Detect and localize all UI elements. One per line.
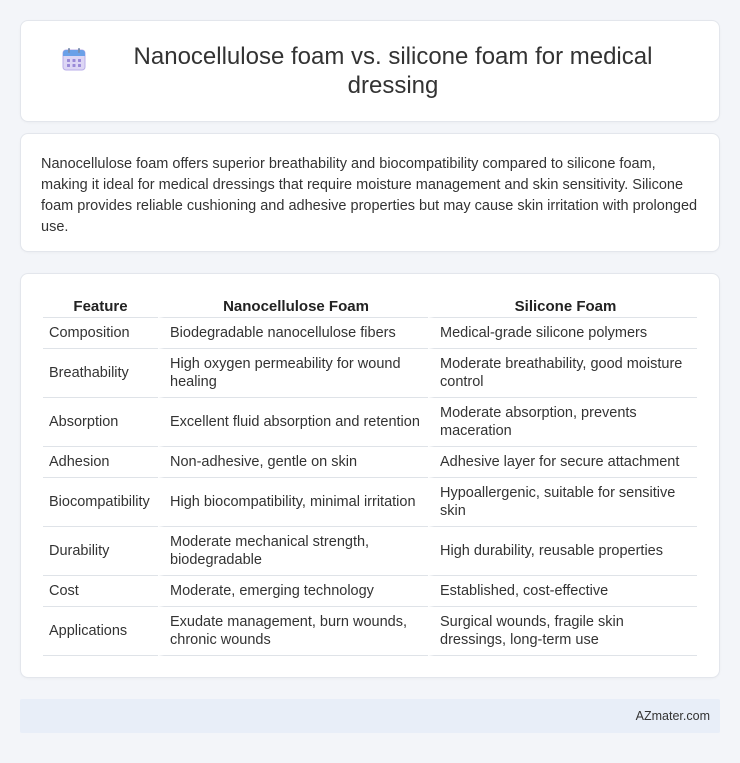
table-row — [43, 447, 697, 478]
nanocellulose-cell: High biocompatibility, minimal irritation — [158, 478, 428, 527]
nanocellulose-cell: Moderate, emerging technology — [158, 576, 428, 607]
table-row — [43, 607, 697, 656]
page-title: Nanocellulose foam vs. silicone foam for medical dressing — [133, 43, 653, 99]
title-card — [20, 20, 720, 122]
column-header-nanocellulose: Nanocellulose Foam — [158, 294, 428, 318]
feature-cell: Durability — [43, 527, 158, 576]
feature-cell: Composition — [43, 318, 158, 349]
calendar-icon — [61, 46, 87, 72]
summary-card — [20, 133, 720, 252]
title-wrap — [21, 42, 719, 100]
nanocellulose-cell: Biodegradable nanocellulose fibers — [158, 318, 428, 349]
nanocellulose-cell: Excellent fluid absorption and retention — [158, 398, 428, 447]
column-header-feature: Feature — [43, 294, 158, 318]
feature-cell: Absorption — [43, 398, 158, 447]
table-row — [43, 398, 697, 447]
comparison-table — [43, 294, 697, 656]
table-row — [43, 478, 697, 527]
feature-cell: Biocompatibility — [43, 478, 158, 527]
silicone-cell: Established, cost-effective — [428, 576, 697, 607]
silicone-cell: Moderate breathability, good moisture control — [428, 349, 697, 398]
table-row — [43, 349, 697, 398]
silicone-cell: Adhesive layer for secure attachment — [428, 447, 697, 478]
table-row — [43, 576, 697, 607]
nanocellulose-cell: Moderate mechanical strength, biodegradable — [158, 527, 428, 576]
silicone-cell: Hypoallergenic, suitable for sensitive skin — [428, 478, 697, 527]
feature-cell: Applications — [43, 607, 158, 656]
comparison-table-card — [20, 273, 720, 678]
table-row — [43, 318, 697, 349]
table-row — [43, 527, 697, 576]
summary-text: Nanocellulose foam offers superior breathability and biocompatibility compared to silicone foam, making it ideal for medical dressings that require moisture management and skin sensitivity. Silicone foam provides reliable cushioning and adhesive properties but may cause skin irritation with prolonged use. — [41, 156, 698, 235]
feature-cell: Cost — [43, 576, 158, 607]
nanocellulose-cell: Exudate management, burn wounds, chronic wounds — [158, 607, 428, 656]
silicone-cell: Medical-grade silicone polymers — [428, 318, 697, 349]
column-header-silicone: Silicone Foam — [428, 294, 697, 318]
footer — [20, 699, 720, 733]
nanocellulose-cell: Non-adhesive, gentle on skin — [158, 447, 428, 478]
feature-cell: Breathability — [43, 349, 158, 398]
silicone-cell: High durability, reusable properties — [428, 527, 697, 576]
silicone-cell: Moderate absorption, prevents maceration — [428, 398, 697, 447]
silicone-cell: Surgical wounds, fragile skin dressings, long-term use — [428, 607, 697, 656]
nanocellulose-cell: High oxygen permeability for wound healing — [158, 349, 428, 398]
feature-cell: Adhesion — [43, 447, 158, 478]
table-header-row — [43, 294, 697, 318]
footer-brand: AZmater.com — [635, 709, 710, 723]
